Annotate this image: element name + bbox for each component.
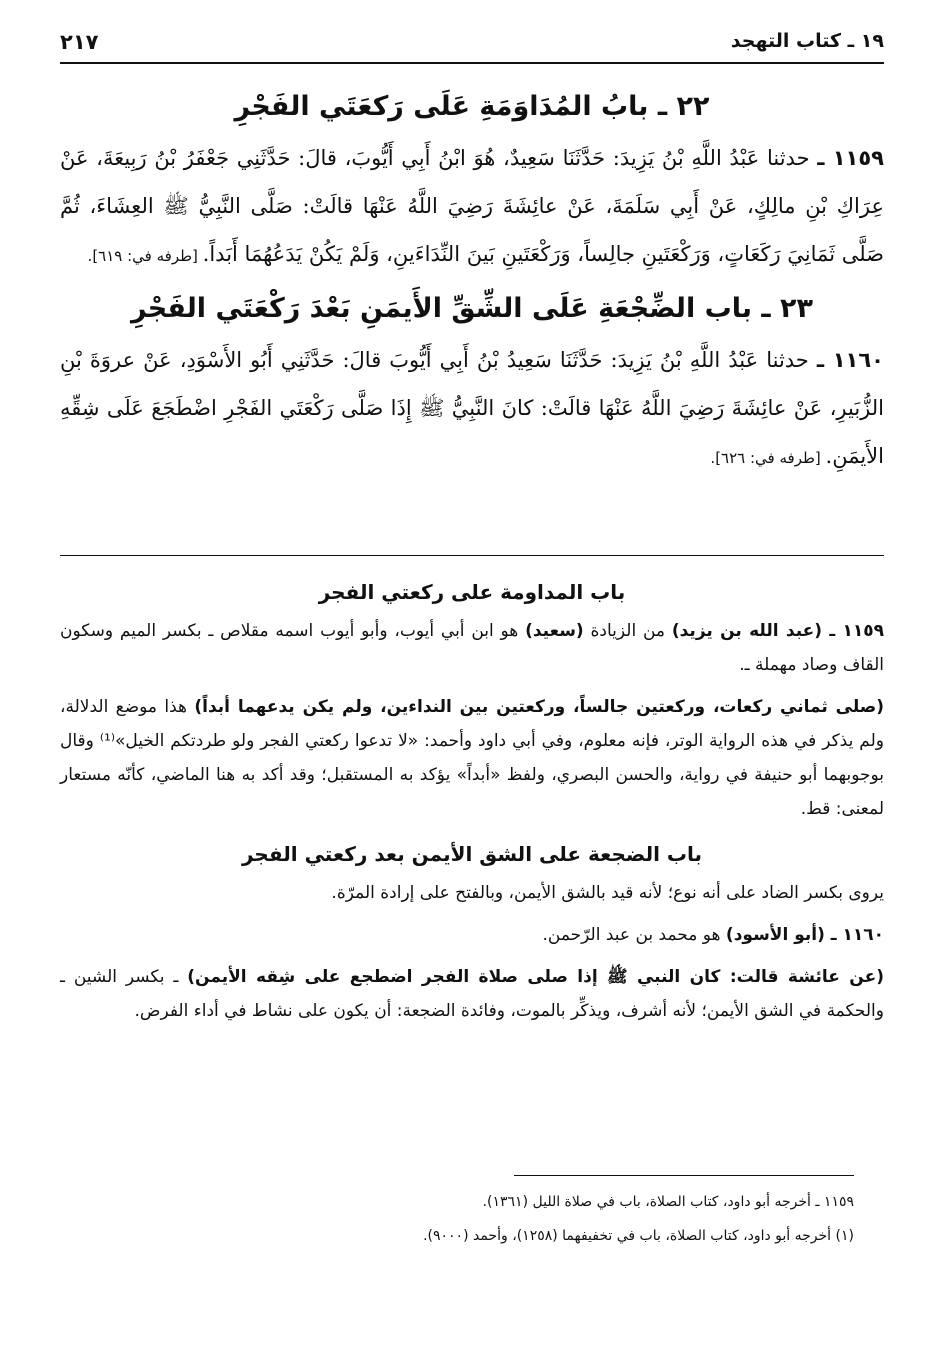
commentary-1159 xyxy=(60,614,884,682)
commentary-bab-23-title: باب الضجعة على الشق الأيمن بعد ركعتي الفجر xyxy=(241,842,703,866)
hadith-1160-text: حدثنا عَبْدُ اللَّهِ بْنُ يَزِيدَ: حَدَّثَنَا سَعِيدُ بْنُ أَبِي أَيُّوبَ قالَ: حَدَّثَنِي أَبُو الأَسْوَدِ، عَنْ عروَةَ بْنِ الزُّبَيرِ، عَنْ عائِشَةَ رَضِيَ اللَّهُ عَنْهَا قالَتْ: كانَ النَّبِيُّ ﷺ إِذَا صَلَّى رَكْعَتَي الفَجْرِ اضْطَجَعَ عَلَى شِقِّهِ الأَيمَنِ. xyxy=(60,348,884,468)
commentary-1159-b xyxy=(60,690,884,826)
hadith-1159-tarf: [طرفه في: ٦١٩]. xyxy=(87,247,203,265)
page-number: ٢١٧ xyxy=(60,30,99,54)
commentary-bab-22-title: باب المداومة على ركعتي الفجر xyxy=(318,580,626,604)
commentary-1160-b-lead: (عن عائشة قالت: كان النبي ﷺ إذا صلى صلاة الفجر اضطجع على شِقه الأيمن) xyxy=(187,967,884,987)
footnote-rule xyxy=(514,1175,854,1176)
commentary-bab-23-note: يروى بكسر الضاد على أنه نوع؛ لأنه قيد بالشق الأيمن، وبالفتح على إرادة المرّة. xyxy=(331,883,884,903)
running-head xyxy=(60,22,884,62)
hadith-1160 xyxy=(60,336,884,482)
commentary-1160-text: هو محمد بن عبد الرّحمن. xyxy=(542,925,726,945)
book-chapter-title: ١٩ ـ كتاب التهجد xyxy=(730,30,884,52)
hadith-text xyxy=(60,78,884,482)
commentary-1159-lead2: (سعيد) xyxy=(525,621,584,641)
commentary-1159-b-text: هذا موضع الدلالة، ولم يذكر في هذه الرواية الوتر، فإنه معلوم، وفي أبي داود وأحمد: «لا تدعوا ركعتي الفجر ولو طردتكم الخيل»⁽¹⁾ وقال بوجوبهما أبو حنيفة في رواية، والحسن البصري، ولفظ «أبداً» يؤكد به المستقبل؛ وقد أكد به هنا الماضي، كأنّه مستعار لمعنى: قط. xyxy=(60,697,885,819)
commentary-1159-mid: من الزيادة xyxy=(583,621,672,641)
header-rule xyxy=(60,62,884,64)
commentary-section xyxy=(60,572,884,1036)
footnote-1: (١) أخرجه أبو داود، كتاب الصلاة، باب في تخفيفهما (١٢٥٨)، وأحمد (٩٠٠٠). xyxy=(423,1228,854,1244)
commentary-1159-b-lead: (صلى ثماني ركعات، وركعتين جالساً، وركعتين بين النداءين، ولم يكن يدعهما أبداً) xyxy=(194,697,885,717)
hadith-1160-tarf: [طرفه في: ٦٢٦]. xyxy=(710,449,826,467)
bab-23-title: ٢٣ ـ باب الضِّجْعَةِ عَلَى الشِّقِّ الأَيمَنِ بَعْدَ رَكْعَتَي الفَجْرِ xyxy=(130,293,814,324)
commentary-1160-b-text: ـ بكسر الشين ـ والحكمة في الشق الأيمن؛ لأنه أشرف، ويذكِّر بالموت، وفائدة الضجعة: أن يكون على نشاط في أداء الفرض. xyxy=(60,967,884,1021)
commentary-1160-lead: ١١٦٠ ـ (أبو الأسود) xyxy=(725,925,884,945)
commentary-separator xyxy=(60,555,884,556)
commentary-1159-text: هو ابن أبي أيوب، وأبو أيوب اسمه مقلاص ـ بكسر الميم وسكون القاف وصاد مهملة ـ. xyxy=(60,621,884,675)
hadith-1160-number: ١١٦٠ ـ xyxy=(816,348,884,372)
footnote-1159: ١١٥٩ ـ أخرجه أبو داود، كتاب الصلاة، باب في صلاة الليل (١٣٦١). xyxy=(482,1194,854,1210)
commentary-1160-b xyxy=(60,960,884,1028)
hadith-1159 xyxy=(60,134,884,280)
bab-22-title: ٢٢ ـ بابُ المُدَاوَمَةِ عَلَى رَكعَتَي الفَجْرِ xyxy=(234,91,710,122)
commentary-1160 xyxy=(60,918,884,952)
commentary-1159-lead: ١١٥٩ ـ (عبد الله بن يزيد) xyxy=(671,621,884,641)
hadith-1159-number: ١١٥٩ ـ xyxy=(817,146,884,170)
footnotes xyxy=(60,1185,854,1253)
hadith-1159-text: حدثنا عَبْدُ اللَّهِ بْنُ يَزِيدَ: حَدَّثَنَا سَعِيدٌ، هُوَ ابْنُ أَبِي أَيُّوبَ، قالَ: حَدَّثَنِي جَعْفَرُ بْنُ رَبِيعَةَ، عَنْ عِرَاكِ بْنِ مالِكٍ، عَنْ أَبِي سَلَمَةَ، عَنْ عائِشَةَ رَضِيَ اللَّهُ عَنْهَا قالَتْ: صَلَّى النَّبِيُّ ﷺ العِشَاءَ، ثُمَّ صَلَّى ثَمَانِيَ رَكَعَاتٍ، وَرَكْعَتَينِ جالِساً، وَرَكْعَتَينِ بَينَ النِّدَاءَينِ، وَلَمْ يَكُنْ يَدَعُهُمَا أَبَداً. xyxy=(60,146,884,266)
